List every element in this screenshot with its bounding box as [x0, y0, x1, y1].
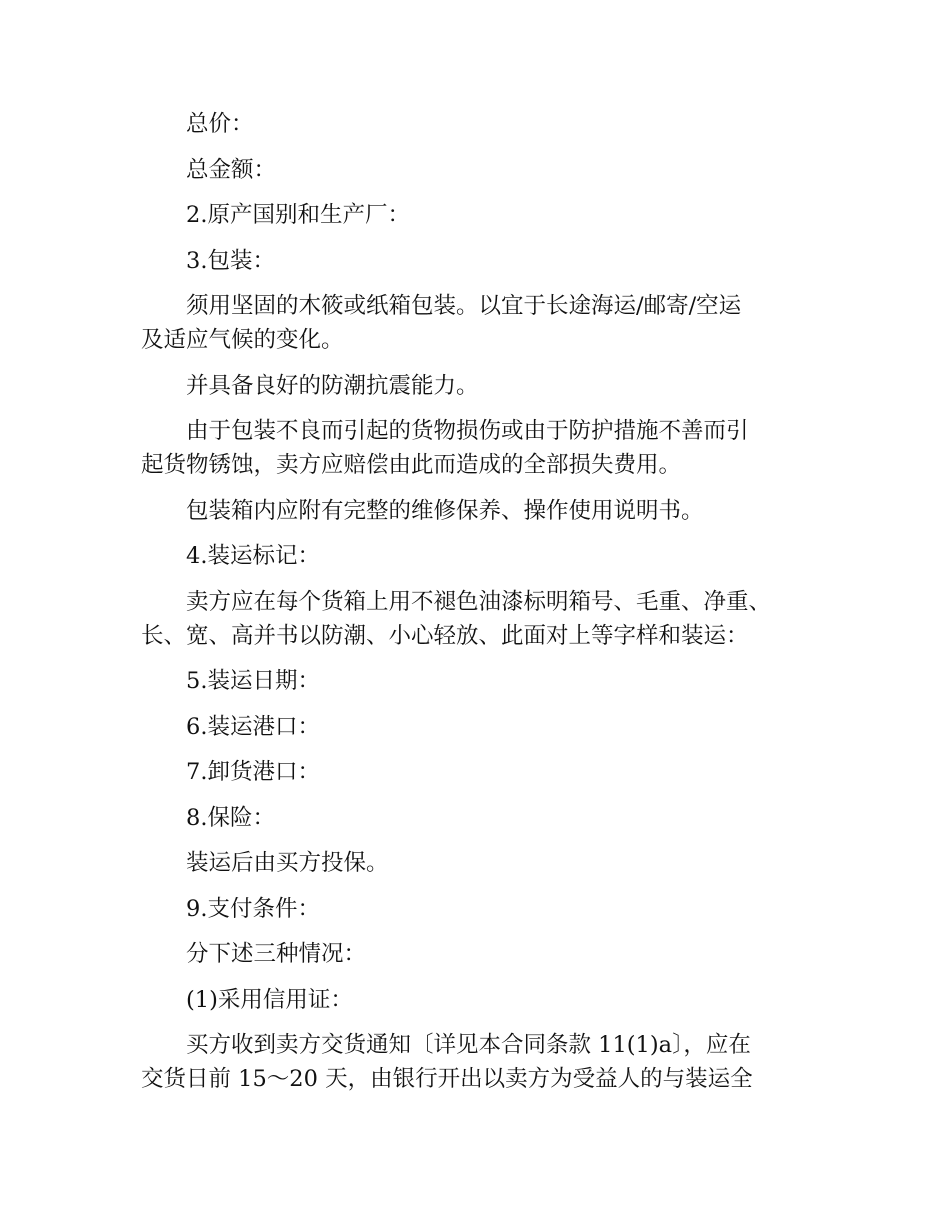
clause-9-payment-heading: 9.支付条件：: [186, 895, 320, 922]
clause-8-insurance-heading: 8.保险：: [186, 804, 275, 831]
letter-of-credit-heading: (1)采用信用证：: [186, 986, 353, 1013]
manual-enclosure-paragraph: 包装箱内应附有完整的维修保养、操作使用说明书。: [186, 497, 704, 524]
clause-6-loading-port-heading: 6.装运港口：: [186, 713, 320, 740]
paragraph-line: 长、宽、高并书以防潮、小心轻放、此面对上等字样和装运：: [141, 622, 749, 649]
paragraph-line: 及适应气候的变化。: [141, 327, 344, 353]
paragraph-line: 买方收到卖方交货通知〔详见本合同条款 11(1)a〕，应在: [186, 1032, 751, 1058]
total-amount-label: 总金额：: [186, 156, 277, 183]
paragraph-line: 起货物锈蚀，卖方应赔偿由此而造成的全部损失费用。: [141, 452, 682, 478]
clause-3-packing-heading: 3.包装：: [186, 247, 275, 274]
letter-of-credit-paragraph: [141, 1028, 821, 1096]
packing-liability-paragraph: [141, 414, 821, 482]
payment-cases-paragraph: 分下述三种情况：: [186, 941, 367, 967]
paragraph-line: 卖方应在每个货箱上用不褪色油漆标明箱号、毛重、净重、: [186, 588, 772, 615]
clause-2-origin-heading: 2.原产国别和生产厂：: [186, 202, 410, 228]
insurance-paragraph: 装运后由买方投保。: [186, 850, 389, 876]
paragraph-line: 交货日前 15～20 天，由银行开出以卖方为受益人的与装运全: [141, 1066, 753, 1092]
moisture-shock-paragraph: 并具备良好的防潮抗震能力。: [186, 372, 479, 399]
clause-4-marks-heading: 4.装运标记：: [186, 543, 320, 569]
paragraph-line: 由于包装不良而引起的货物损伤或由于防护措施不善而引: [186, 418, 749, 444]
packing-requirement-paragraph: [141, 289, 821, 357]
clause-5-shipment-date-heading: 5.装运日期：: [186, 668, 320, 694]
total-price-label: 总价：: [186, 111, 254, 137]
paragraph-line: 须用坚固的木筱或纸箱包装。以宜于长途海运/邮寄/空运: [186, 293, 742, 319]
shipping-marks-paragraph: [141, 585, 821, 653]
document-body: [141, 107, 821, 1108]
clause-7-discharge-port-heading: 7.卸货港口：: [186, 759, 320, 785]
